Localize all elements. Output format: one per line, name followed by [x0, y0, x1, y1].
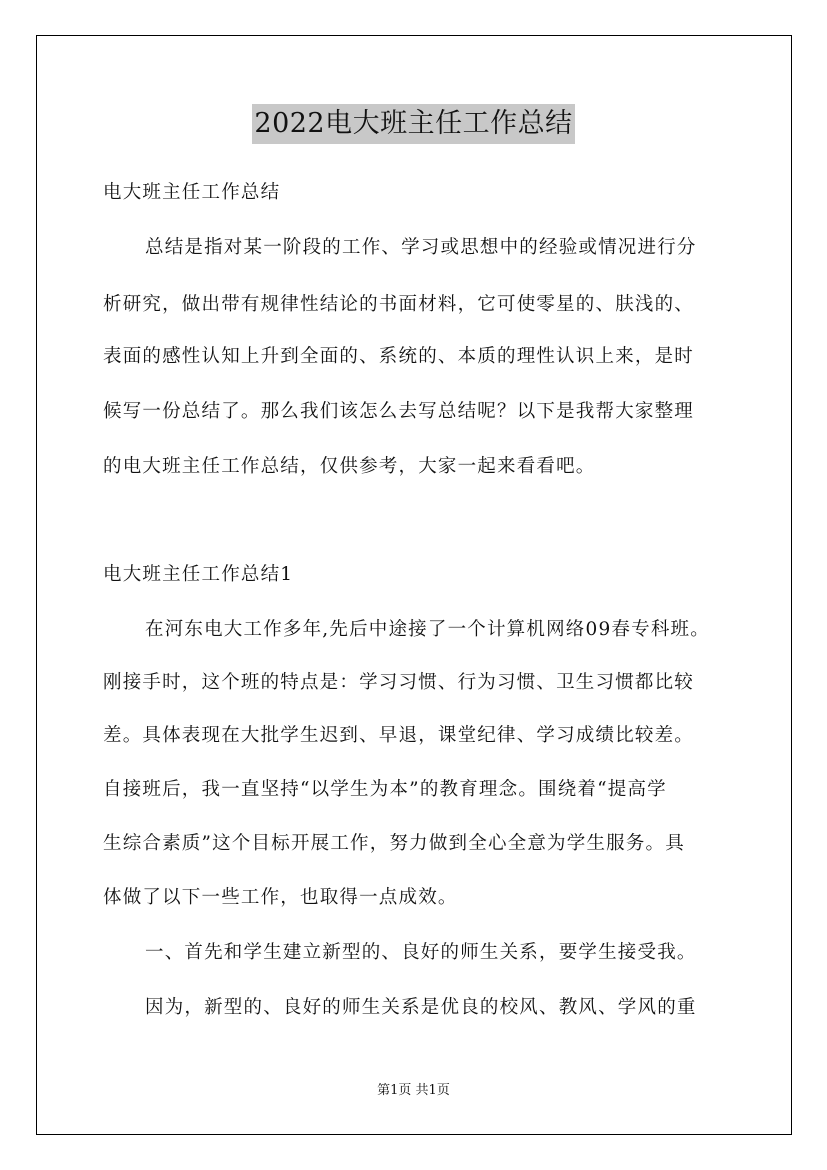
document-title: 2022电大班主任工作总结	[0, 102, 827, 144]
section-line: 自接班后，我一直坚持“以学生为本”的教育理念。围绕着“提高学	[103, 779, 667, 800]
section-line: 刚接手时，这个班的特点是：学习习惯、行为习惯、卫生习惯都比较	[103, 672, 695, 693]
intro-line: 总结是指对某一阶段的工作、学习或思想中的经验或情况进行分	[145, 237, 697, 258]
intro-line: 候写一份总结了。那么我们该怎么去写总结呢？以下是我帮大家整理	[103, 401, 695, 422]
section-line: 差。具体表现在大批学生迟到、早退，课堂纪律、学习成绩比较差。	[103, 725, 695, 746]
section-heading: 电大班主任工作总结1	[103, 564, 294, 585]
point-body-line: 因为，新型的、良好的师生关系是优良的校风、教风、学风的重	[145, 997, 697, 1018]
section-line: 生综合素质”这个目标开展工作，努力做到全心全意为学生服务。具	[103, 833, 685, 854]
intro-line: 表面的感性认知上升到全面的、系统的、本质的理性认识上来，是时	[103, 346, 695, 367]
intro-line: 析研究，做出带有规律性结论的书面材料，它可使零星的、肤浅的、	[103, 294, 695, 315]
section-line: 在河东电大工作多年,先后中途接了一个计算机网络09春专科班。	[145, 619, 710, 640]
doc-heading: 电大班主任工作总结	[103, 182, 281, 203]
section-line: 体做了以下一些工作，也取得一点成效。	[103, 887, 458, 908]
page-footer: 第1页 共1页	[377, 1083, 450, 1098]
intro-line: 的电大班主任工作总结，仅供参考，大家一起来看看吧。	[103, 456, 596, 477]
point-heading: 一、首先和学生建立新型的、良好的师生关系，要学生接受我。	[145, 942, 697, 963]
